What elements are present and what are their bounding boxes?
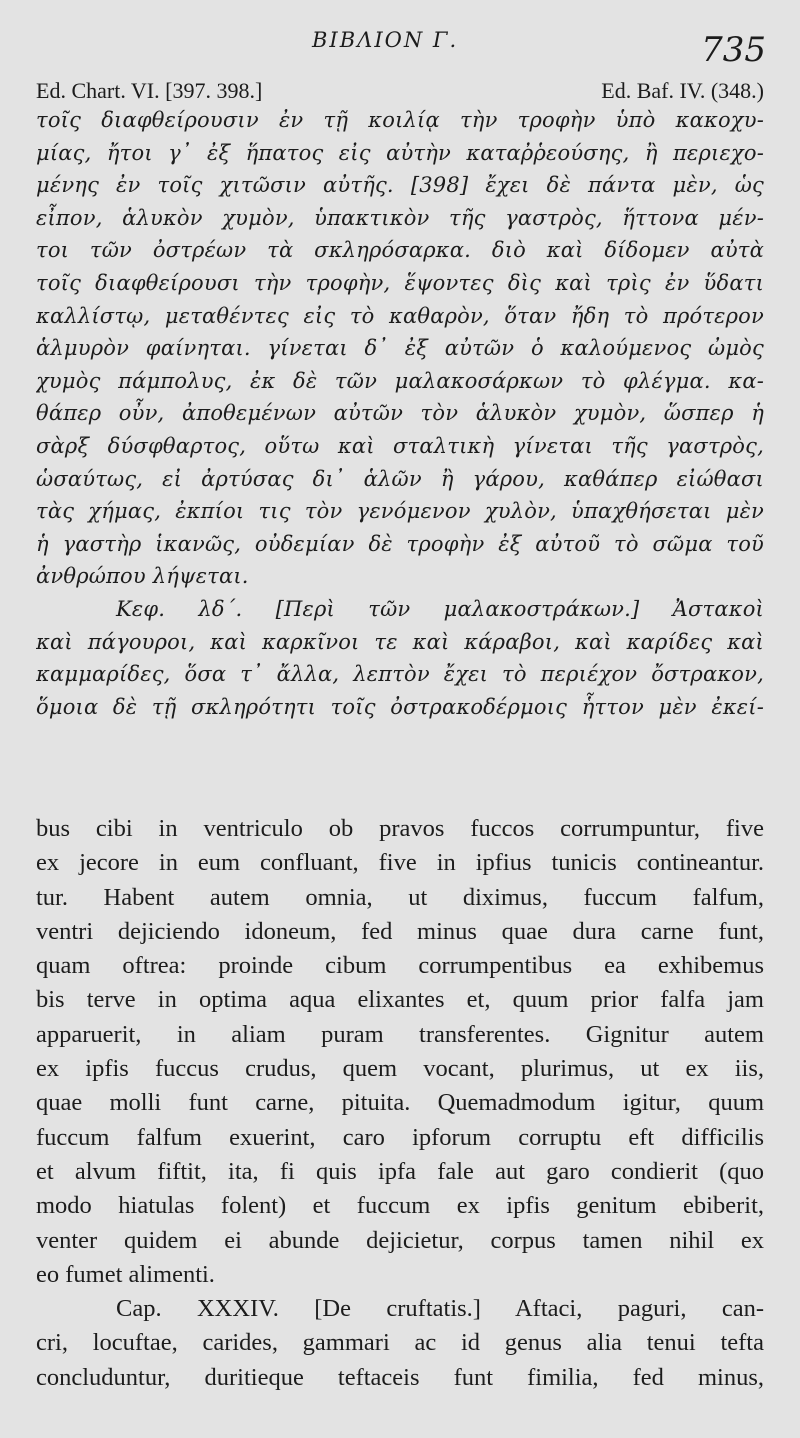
greek-line: καὶ πάγουροι, καὶ καρκῖνοι τε καὶ κάραβοι, καὶ καρίδες καὶ <box>36 629 764 654</box>
greek-line: ἡ γαστὴρ ἱκανῶς, οὐδεμίαν δὲ τροφὴν ἐξ αὐτοῦ τὸ σῶμα τοῦ <box>36 531 764 556</box>
latin-line: apparuerit, in aliam puram transferentes. Gignitur autem <box>36 1020 764 1048</box>
latin-line: bus cibi in ventriculo ob pravos fuccos corrumpuntur, five <box>36 815 764 842</box>
greek-text <box>36 104 764 723</box>
latin-line: quam oftrea: proinde cibum corrumpentibus ea exhibemus <box>36 952 764 980</box>
greek-line: ὡσαύτως, εἰ ἀρτύσας δι᾽ ἁλῶν ἢ γάρου, καθάπερ εἰώθασι <box>36 466 764 491</box>
latin-line: quae molli funt carne, pituita. Quemadmodum igitur, quum <box>36 1089 764 1117</box>
latin-chapter-heading-line: Cap. XXXIV. [De cruftatis.] Aftaci, paguri, can- <box>116 1295 764 1323</box>
latin-line: et alvum fiftit, ita, fi quis ipfa fale aut garo condierit (quo <box>36 1157 764 1185</box>
greek-line: χυμὸς πάμπολυς, ἐκ δὲ τῶν μαλακοσάρκων τὸ φλέγμα. κα- <box>36 368 764 393</box>
latin-line: modo hiatulas folent) et fuccum ex ipfis genitum ebiberit, <box>36 1192 764 1220</box>
greek-line: καλλίστῳ, μεταθέντες εἰς τὸ καθαρὸν, ὅταν ἤδη τὸ πρότερον <box>36 303 764 328</box>
running-title: BIBΛΙΟΝ Γ. <box>312 28 459 52</box>
latin-line: ex jecore in eum confluant, five in ipfius tunicis contineantur. <box>36 849 764 877</box>
greek-line: μένης ἐν τοῖς χιτῶσιν αὐτῆς. [398] ἔχει δὲ πάντα μὲν, ὡς <box>36 173 764 198</box>
latin-line: venter quidem ei abunde dejicietur, corpus tamen nihil ex <box>36 1226 764 1254</box>
edition-chart-reference: Ed. Chart. VI. [397. 398.] <box>36 78 263 103</box>
latin-line: fuccum falfum exuerint, caro ipforum corruptu eft difficilis <box>36 1123 764 1151</box>
latin-line: ventri dejiciendo idoneum, fed minus quae dura carne funt, <box>36 917 764 945</box>
latin-text <box>36 812 764 1395</box>
latin-line: concluduntur, duritieque teftaceis funt fimilia, fed minus, <box>36 1363 764 1391</box>
greek-line: τὰς χήμας, ἐκπίοι τις τὸν γενόμενον χυλὸν, ὑπαχθήσεται μὲν <box>36 499 764 524</box>
greek-line: μίας, ἤτοι γ᾽ ἐξ ἥπατος εἰς αὐτὴν καταῤῥεούσης, ἢ περιεχο- <box>36 140 764 165</box>
page-number: 735 <box>701 30 766 70</box>
greek-line: ἁλμυρὸν φαίνηται. γίνεται δ᾽ ἐξ αὐτῶν ὁ καλούμενος ὠμὸς <box>36 336 764 361</box>
latin-line: tur. Habent autem omnia, ut diximus, fuccum falfum, <box>36 883 764 911</box>
greek-line: τοῖς διαφθείρουσιν ἐν τῇ κοιλίᾳ τὴν τροφὴν ὑπὸ κακοχυ- <box>36 108 764 132</box>
edition-basel-reference: Ed. Baf. IV. (348.) <box>601 78 764 103</box>
greek-line: σὰρξ δύσφθαρτος, οὕτω καὶ σταλτικὴ γίνεται τῆς γαστρὸς, <box>36 433 764 458</box>
latin-line: ex ipfis fuccus crudus, quem vocant, plurimus, ut ex iis, <box>36 1055 764 1083</box>
greek-line: τοι τῶν ὀστρέων τὰ σκληρόσαρκα. διὸ καὶ δίδομεν αὐτὰ <box>36 238 764 263</box>
greek-line: θάπερ οὖν, ἀποθεμένων αὐτῶν τὸν ἁλυκὸν χυμὸν, ὥσπερ ἡ <box>36 401 764 426</box>
page-header <box>0 0 800 70</box>
greek-chapter-heading-line: Κεφ. λδ΄. [Περὶ τῶν μαλακοστράκων.] Ἀστακοὶ <box>116 596 764 621</box>
greek-line: καμμαρίδες, ὅσα τ᾽ ἄλλα, λεπτὸν ἔχει τὸ περιέχον ὄστρακον, <box>36 662 764 687</box>
greek-line: ἀνθρώπου λήψεται. <box>36 564 249 589</box>
greek-line: ὅμοια δὲ τῇ σκληρότητι τοῖς ὀστρακοδέρμοις ἧττον μὲν ἐκεί- <box>36 694 764 719</box>
greek-line: εἶπον, ἁλυκὸν χυμὸν, ὑπακτικὸν τῆς γαστρὸς, ἥττονα μέν- <box>36 205 764 230</box>
greek-line: τοῖς διαφθείρουσι τὴν τροφὴν, ἕψοντες δὶς καὶ τρὶς ἐν ὕδατι <box>36 270 764 295</box>
latin-line: bis terve in optima aqua elixantes et, quum prior falfa jam <box>36 986 764 1014</box>
latin-line: cri, locuftae, carides, gammari ac id genus alia tenui tefta <box>36 1329 764 1357</box>
latin-line: eo fumet alimenti. <box>36 1260 215 1288</box>
